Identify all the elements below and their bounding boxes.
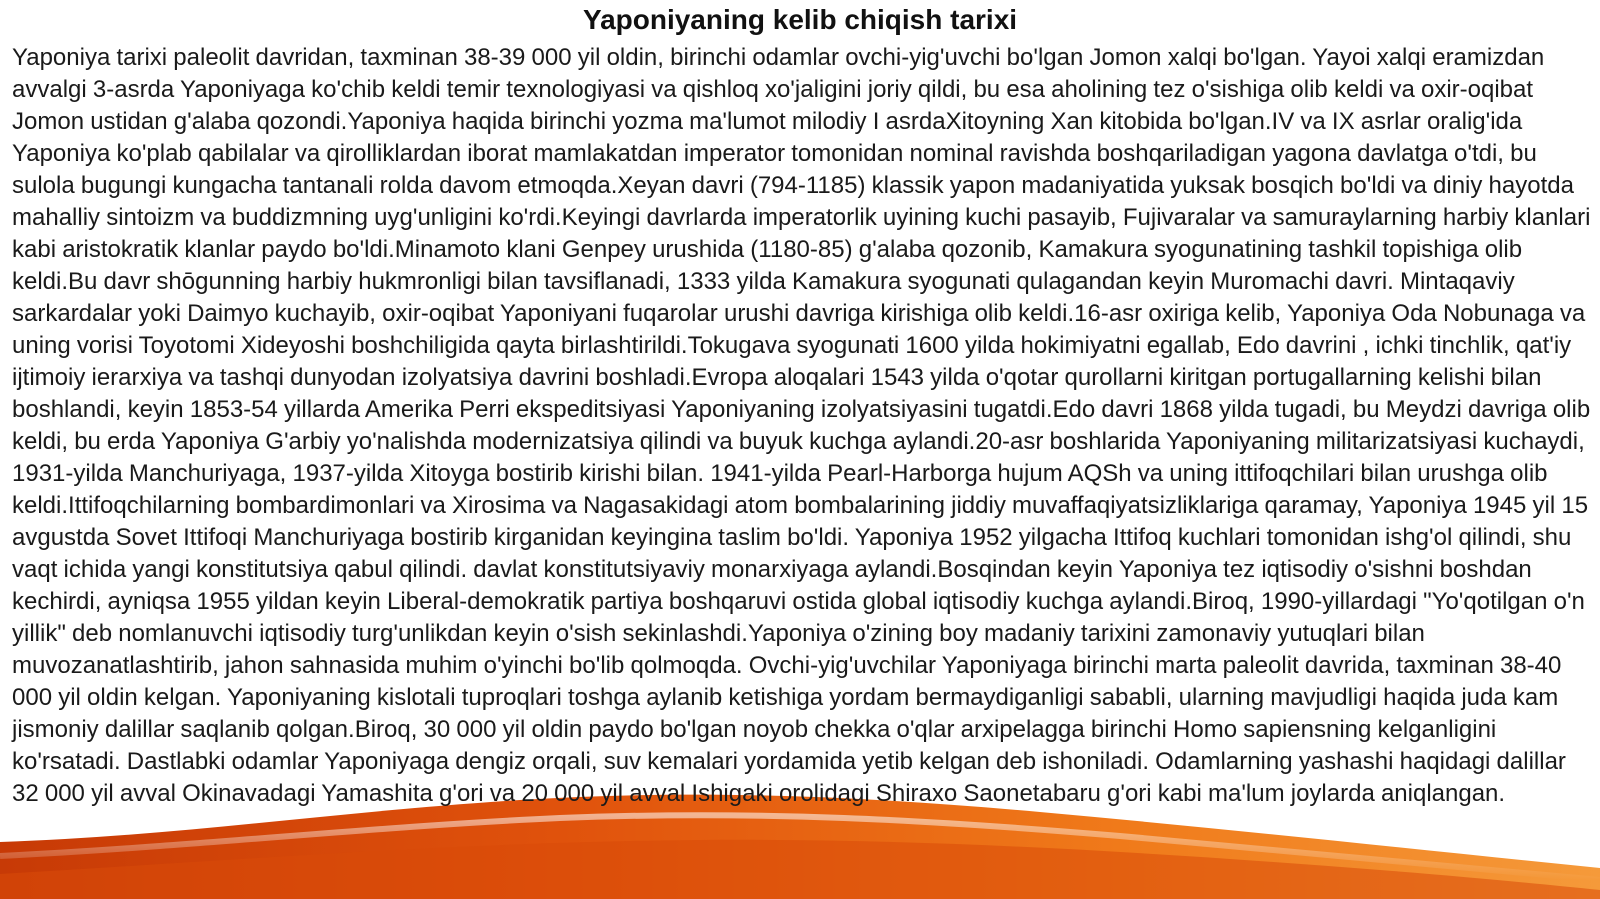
slide-title: Yaponiyaning kelib chiqish tarixi: [582, 4, 1018, 35]
slide-body-text: Yaponiya tarixi paleolit davridan, taxminan 38-39 000 yil oldin, birinchi odamlar ovchi-yig'uvchi bo'lgan Jomon xalqi bo'lgan. Yayoi xalqi eramizdan avvalgi 3-asrda Yaponiyaga ko'chib keldi temir texnologiyasi va qishloq xo'jaligini joriy qildi, bu esa aholining tez o'sishiga olib keldi va oxir-oqibat Jomon ustidan g'alaba qozondi.Yaponiya haqida birinchi yozma ma'lumot milodiy I asrdaXitoyning Xan kitobida bo'lgan.IV va IX asrlar oralig'ida Yaponiya ko'plab qabilalar va qirolliklardan iborat mamlakatdan imperator tomonidan nominal ravishda boshqariladigan yagona davlatga o'tdi, bu sulola bugungi kungacha tantanali rolda davom etmoqda.Xeyan davri (794-1185) klassik yapon madaniyatida yuksak bosqich bo'ldi va diniy hayotda mahalliy sintoizm va buddizmning uyg'unligini ko'rdi.Keyingi davrlarda imperatorlik uyining kuchi pasayib, Fujivaralar va samuraylarning harbiy klanlari kabi aristokratik klanlar paydo bo'ldi.Minamoto klani Genpey urushida (1180-85) g'alaba qozonib, Kamakura syogunatining tashkil topishiga olib keldi.Bu davr shōgunning harbiy hukmronligi bilan tavsiflanadi, 1333 yilda Kamakura syogunati qulagandan keyin Muromachi davri. Mintaqaviy sarkardalar yoki Daimyo kuchayib, oxir-oqibat Yaponiyani fuqarolar urushi davriga kirishiga olib keldi.16-asr oxiriga kelib, Yaponiya Oda Nobunaga va uning vorisi Toyotomi Xideyoshi boshchiligida qayta birlashtirildi.Tokugava syogunati 1600 yilda hokimiyatni egallab, Edo davrini , ichki tinchlik, qat'iy ijtimoiy ierarxiya va tashqi dunyodan izolyatsiya davrini boshladi.Evropa aloqalari 1543 yilda o'qotar qurollarni kiritgan portugallarning kelishi bilan boshlandi, keyin 1853-54 yillarda Amerika Perri ekspeditsiyasi Yaponiyaning izolyatsiyasini tugatdi.Edo davri 1868 yilda tugadi, bu Meydzi davriga olib keldi, bu erda Yaponiya G'arbiy yo'nalishda modernizatsiya qilindi va buyuk kuchga aylandi.20-asr boshlarida Yaponiyaning militarizatsiyasi kuchaydi, 1931-yilda Manchuriyaga, 1937-yilda Xitoyga bostirib kirishi bilan. 1941-yilda Pearl-Harborga hujum AQSh va uning ittifoqchilari bilan urushga olib keldi.Ittifoqchilarning bombardimonlari va Xirosima va Nagasakidagi atom bombalarining jiddiy muvaffaqiyatsizliklariga qaramay, Yaponiya 1945 yil 15 avgustda Sovet Ittifoqi Manchuriyaga bostirib kirganidan keyingina taslim bo'ldi. Yaponiya 1952 yilgacha Ittifoq kuchlari tomonidan ishg'ol qilindi, shu vaqt ichida yangi konstitutsiya qabul qilindi. davlat konstitutsiyaviy monarxiyaga aylandi.Bosqindan keyin Yaponiya tez iqtisodiy o'sishni boshdan kechirdi, ayniqsa 1955 yildan keyin Liberal-demokratik partiya boshqaruvi ostida global iqtisodiy kuchga aylandi.Biroq, 1990-yillardagi "Yo'qotilgan o'n yillik" deb nomlanuvchi iqtisodiy turg'unlikdan keyin o'sish sekinlashdi.Yaponiya o'zining boy madaniy tarixini zamonaviy yutuqlari bilan muvozanatlashtirib, jahon sahnasida muhim o'yinchi bo'lib qolmoqda. Ovchi-yig'uvchilar Yaponiyaga birinchi marta paleolit davrida, taxminan 38-40 000 yil oldin kelgan. Yaponiyaning kislotali tuproqlari toshga aylanib ketishiga yordam bermaydiganligi sababli, ularning mavjudligi haqida juda kam jismoniy dalillar saqlanib qolgan.Biroq, 30 000 yil oldin paydo bo'lgan noyob chekka o'qlar arxipelagga birinchi Homo sapiensning kelganligini ko'rsatadi. Dastlabki odamlar Yaponiyaga dengiz orqali, suv kemalari yordamida yetib kelgan deb ishoniladi. Odamlarning yashashi haqidagi dalillar 32 000 yil avval Okinavadagi Yamashita g'ori va 20 000 yil avval Ishigaki orolidagi Shiraxo Saonetabaru g'ori kabi ma'lum joylarda aniqlangan.: [12, 44, 1591, 807]
